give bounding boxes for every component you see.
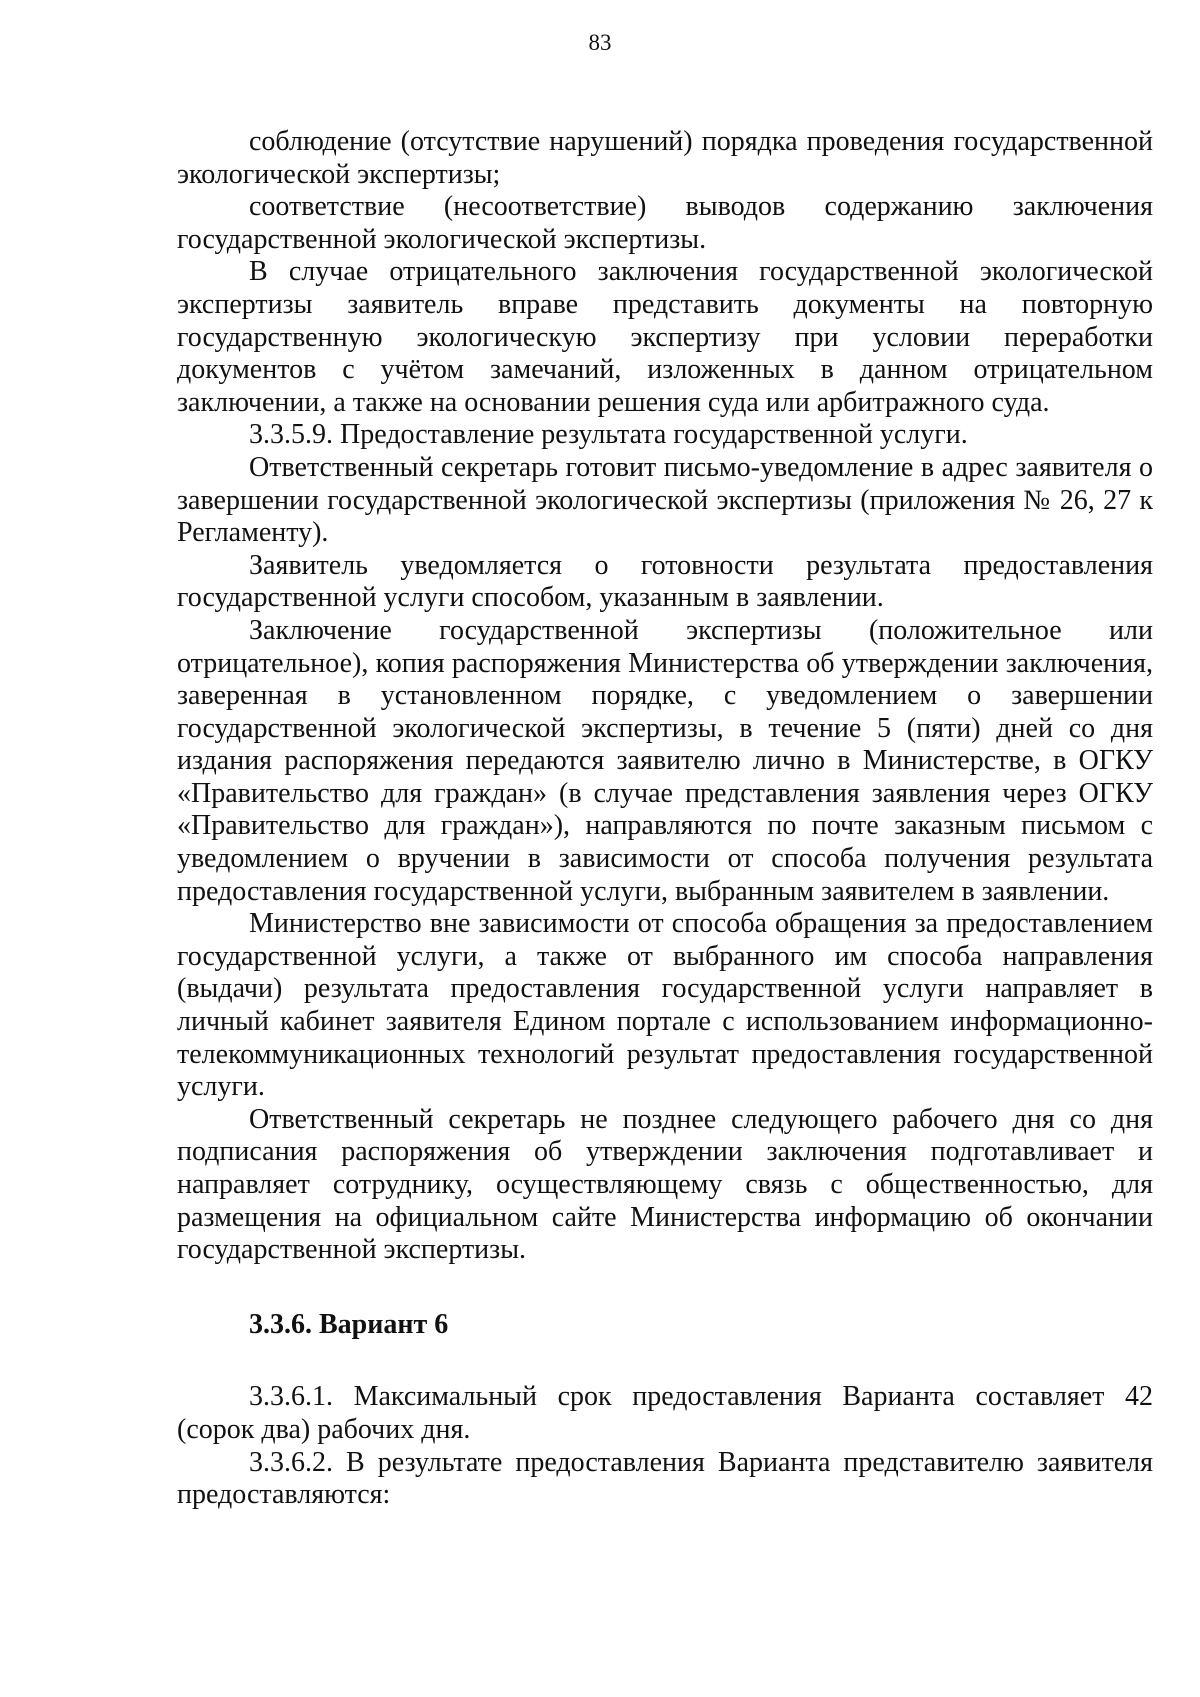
paragraph-ministry-portal: Министерство вне зависимости от способа обращения за предоставлением государственной услуги, а также от выбранного им способа направления (выдачи) результата предоставления государственной услуги направляет в личный кабинет заявителя Едином портале с использованием информационно-телекоммуникационных технологий результат предоставления государственной услуги.: [177, 908, 1153, 1103]
paragraph-conclusion-delivery: Заключение государственной экспертизы (положительное или отрицательное), копия распоряжения Министерства об утверждении заключения, заверенная в установленном порядке, с уведомлением о завершении государственной экологической экспертизы, в течение 5 (пяти) дней со дня издания распоряжения передаются заявителю лично в Министерстве, в ОГКУ «Правительство для граждан» (в случае представления заявления через ОГКУ «Правительство для граждан»), направляются по почте заказным письмом с уведомлением о вручении в зависимости от способа получения результата предоставления государственной услуги, выбранным заявителем в заявлении.: [177, 614, 1153, 907]
paragraph-section-3-3-6-2: 3.3.6.2. В результате предоставления Варианта представителю заявителя предоставляются:: [177, 1446, 1153, 1511]
paragraph-negative-conclusion: В случае отрицательного заключения государственной экологической экспертизы заявитель вправе представить документы на повторную государственную экологическую экспертизу при условии переработки документов с учётом замечаний, изложенных в данном отрицательном заключении, а также на основании решения суда или арбитражного суда.: [177, 256, 1153, 418]
paragraph-section-3-3-5-9: 3.3.5.9. Предоставление результата государственной услуги.: [249, 419, 968, 451]
page-number: 83: [588, 30, 612, 55]
document-body: [177, 126, 1153, 1512]
paragraph-applicant-notified: Заявитель уведомляется о готовности результата предоставления государственной услуги способом, указанным в заявлении.: [177, 549, 1153, 614]
paragraph-section-3-3-6-1: 3.3.6.1. Максимальный срок предоставления Варианта составляет 42 (сорок два) рабочих дня.: [177, 1381, 1153, 1445]
paragraph-secretary-letter: Ответственный секретарь готовит письмо-уведомление в адрес заявителя о завершении государственной экологической экспертизы (приложения № 26, 27 к Регламенту).: [177, 451, 1153, 549]
section-heading-variant-6: 3.3.6. Вариант 6: [249, 1308, 449, 1340]
paragraph-conclusions-match: соответствие (несоответствие) выводов содержанию заключения государственной экологической экспертизы.: [177, 191, 1153, 255]
paragraph-secretary-publication: Ответственный секретарь не позднее следующего рабочего дня со дня подписания распоряжения об утверждении заключения подготавливает и направляет сотруднику, осуществляющему связь с общественностью, для размещения на официальном сайте Министерства информацию об окончании государственной экспертизы.: [177, 1103, 1153, 1266]
paragraph-compliance-procedure: соблюдение (отсутствие нарушений) порядка проведения государственной экологической экспертизы;: [177, 126, 1153, 190]
